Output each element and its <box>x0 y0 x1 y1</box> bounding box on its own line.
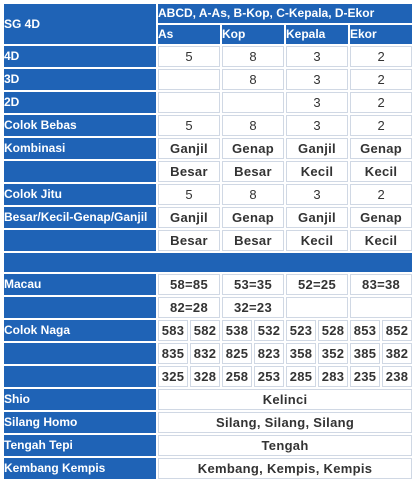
table-row <box>4 207 412 228</box>
cell-value: 5 <box>158 184 220 205</box>
row-label: 3D <box>4 69 156 90</box>
row-label: Silang Homo <box>4 412 156 433</box>
cell-value: 58=85 <box>158 274 220 295</box>
cell-value: Kelinci <box>158 389 412 410</box>
cell-value: Genap <box>350 138 412 159</box>
cell-value: Genap <box>222 207 284 228</box>
cell-value: 823 <box>254 343 284 364</box>
row-label-empty <box>4 343 156 364</box>
cell-value: 532 <box>254 320 284 341</box>
col-header-ekor: Ekor <box>350 25 412 44</box>
table-row <box>4 46 412 67</box>
cell-value: Ganjil <box>158 138 220 159</box>
cell-value: 2 <box>350 92 412 113</box>
divider-bar <box>4 253 412 272</box>
cell-value: Ganjil <box>286 207 348 228</box>
cell-value: Silang, Silang, Silang <box>158 412 412 433</box>
row-label: Colok Bebas <box>4 115 156 136</box>
row-label: Kembang Kempis <box>4 458 156 479</box>
row-label: Kombinasi <box>4 138 156 159</box>
cell-value: 3 <box>286 92 348 113</box>
cell-value: 253 <box>254 366 284 387</box>
cell-value: Besar <box>222 161 284 182</box>
cell-value <box>158 92 220 113</box>
cell-value: 325 <box>158 366 188 387</box>
table-row <box>4 230 412 251</box>
cell-value: 5 <box>158 46 220 67</box>
cell-value: 582 <box>190 320 220 341</box>
cell-value: Kembang, Kempis, Kempis <box>158 458 412 479</box>
row-label-empty <box>4 366 156 387</box>
cell-value: 8 <box>222 46 284 67</box>
col-header-as: As <box>158 25 220 44</box>
cell-value <box>158 69 220 90</box>
row-label: 2D <box>4 92 156 113</box>
table-row <box>4 389 412 410</box>
cell-value: 5 <box>158 115 220 136</box>
cell-value: 523 <box>286 320 316 341</box>
table-row <box>4 92 412 113</box>
col-header-kop: Kop <box>222 25 284 44</box>
row-label: 4D <box>4 46 156 67</box>
legend-text: ABCD, A-As, B-Kop, C-Kepala, D-Ekor <box>158 4 412 23</box>
table-row <box>4 115 412 136</box>
row-label: Besar/Kecil-Genap/Ganjil <box>4 207 156 228</box>
cell-value: 53=35 <box>222 274 284 295</box>
table-row <box>4 366 412 387</box>
cell-value: 83=38 <box>350 274 412 295</box>
cell-value: 52=25 <box>286 274 348 295</box>
table-row <box>4 161 412 182</box>
cell-value: Besar <box>222 230 284 251</box>
table-row <box>4 412 412 433</box>
cell-value: 8 <box>222 69 284 90</box>
cell-value: 825 <box>222 343 252 364</box>
cell-value: 385 <box>350 343 380 364</box>
cell-value: 2 <box>350 46 412 67</box>
cell-value: 835 <box>158 343 188 364</box>
result-panel <box>2 2 412 476</box>
cell-value: 2 <box>350 69 412 90</box>
cell-value: 3 <box>286 184 348 205</box>
cell-value: 3 <box>286 46 348 67</box>
cell-value: 2 <box>350 184 412 205</box>
cell-value: Genap <box>350 207 412 228</box>
cell-value: 382 <box>382 343 412 364</box>
cell-value: 583 <box>158 320 188 341</box>
cell-value <box>222 92 284 113</box>
table-row <box>4 458 412 479</box>
cell-value: 328 <box>190 366 220 387</box>
cell-value: Ganjil <box>158 207 220 228</box>
cell-value: 3 <box>286 115 348 136</box>
result-table <box>2 2 414 481</box>
cell-value: 258 <box>222 366 252 387</box>
header-row-1 <box>4 4 412 23</box>
cell-value: Besar <box>158 161 220 182</box>
cell-value: 832 <box>190 343 220 364</box>
cell-value: 352 <box>318 343 348 364</box>
cell-value: 358 <box>286 343 316 364</box>
cell-value: Genap <box>222 138 284 159</box>
row-label: Macau <box>4 274 156 295</box>
cell-value: 3 <box>286 69 348 90</box>
cell-value: 283 <box>318 366 348 387</box>
cell-value: 8 <box>222 184 284 205</box>
cell-value: 285 <box>286 366 316 387</box>
row-label-empty <box>4 230 156 251</box>
row-label-empty <box>4 297 156 318</box>
col-header-kepala: Kepala <box>286 25 348 44</box>
cell-value: 235 <box>350 366 380 387</box>
row-label: Colok Jitu <box>4 184 156 205</box>
table-row <box>4 69 412 90</box>
cell-value: 528 <box>318 320 348 341</box>
cell-value: 852 <box>382 320 412 341</box>
cell-value: Kecil <box>350 230 412 251</box>
cell-value: 238 <box>382 366 412 387</box>
cell-empty <box>286 297 348 318</box>
table-row <box>4 320 412 341</box>
cell-value: 82=28 <box>158 297 220 318</box>
table-row <box>4 297 412 318</box>
cell-value: 2 <box>350 115 412 136</box>
table-row <box>4 343 412 364</box>
table-row <box>4 435 412 456</box>
cell-value: Besar <box>158 230 220 251</box>
row-label-empty <box>4 161 156 182</box>
row-label: Tengah Tepi <box>4 435 156 456</box>
table-row <box>4 184 412 205</box>
section-divider <box>4 253 412 272</box>
cell-empty <box>350 297 412 318</box>
row-label: Colok Naga <box>4 320 156 341</box>
cell-value: 538 <box>222 320 252 341</box>
cell-value: Ganjil <box>286 138 348 159</box>
table-row <box>4 274 412 295</box>
cell-value: Tengah <box>158 435 412 456</box>
cell-value: 8 <box>222 115 284 136</box>
row-label: Shio <box>4 389 156 410</box>
cell-value: 853 <box>350 320 380 341</box>
cell-value: 32=23 <box>222 297 284 318</box>
cell-value: Kecil <box>350 161 412 182</box>
table-row <box>4 138 412 159</box>
cell-value: Kecil <box>286 161 348 182</box>
page-title: SG 4D <box>4 4 156 44</box>
cell-value: Kecil <box>286 230 348 251</box>
